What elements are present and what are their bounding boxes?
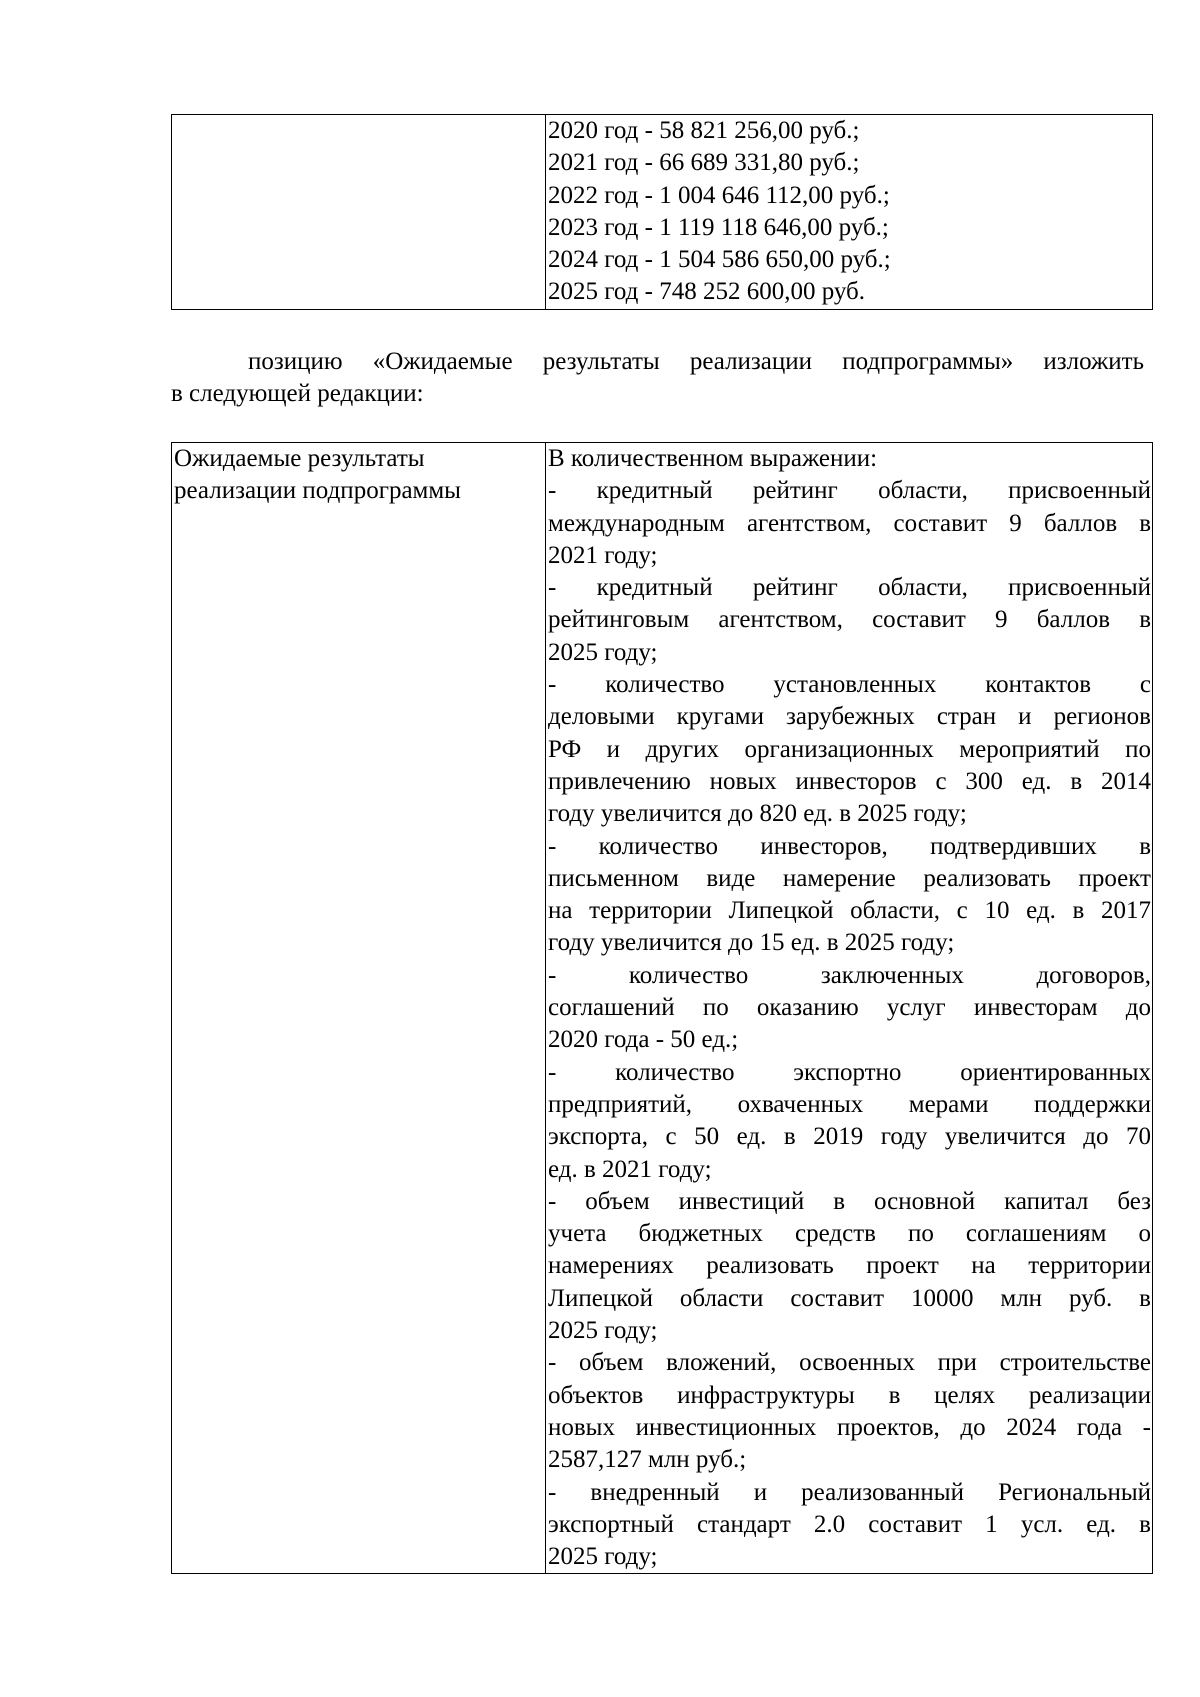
results-text-line: 2025 году; bbox=[548, 638, 658, 666]
results-table bbox=[171, 442, 1153, 1574]
results-text-line: учета бюджетных средств по соглашениям о bbox=[548, 1220, 1151, 1248]
results-text-line: Липецкой области составит 10000 млн руб. в bbox=[548, 1284, 1151, 1312]
results-text-line: РФ и других организационных мероприятий по bbox=[548, 735, 1151, 763]
results-text-line: году увеличится до 15 ед. в 2025 году; bbox=[548, 929, 955, 957]
results-text-line: 2021 году; bbox=[548, 541, 658, 569]
results-label-line-1: Ожидаемые результаты bbox=[174, 445, 425, 472]
results-text-line: году увеличится до 820 ед. в 2025 году; bbox=[548, 800, 967, 828]
results-text-line: соглашений по оказанию услуг инвесторам до bbox=[548, 994, 1151, 1022]
instruction-line-2: в следующей редакции: bbox=[171, 380, 424, 407]
funding-line-2021: 2021 год - 66 689 331,80 руб.; bbox=[548, 149, 860, 177]
results-text-line: экспортный стандарт 2.0 составит 1 усл. ед. в bbox=[548, 1510, 1151, 1538]
results-text-line: - количество установленных контактов с bbox=[548, 671, 1151, 699]
results-label-line-2: реализации подпрограммы bbox=[174, 477, 461, 505]
results-text-line: деловыми кругами зарубежных стран и регионов bbox=[548, 703, 1151, 731]
results-text-line: - кредитный рейтинг области, присвоенный bbox=[548, 574, 1151, 602]
instruction-paragraph bbox=[171, 346, 1144, 410]
results-text-line: на территории Липецкой области, с 10 ед. в 2017 bbox=[548, 897, 1151, 925]
instruction-line-1: позицию «Ожидаемые результаты реализации подпрограммы» изложить bbox=[248, 348, 1144, 375]
results-table-right-cell bbox=[546, 443, 1153, 1574]
results-text-line: намерениях реализовать проект на территории bbox=[548, 1252, 1151, 1280]
funding-line-2024: 2024 год - 1 504 586 650,00 руб.; bbox=[548, 246, 891, 274]
funding-table-right-cell bbox=[546, 115, 1153, 310]
results-text-line: 2025 году; bbox=[548, 1317, 658, 1345]
funding-table-row bbox=[172, 115, 1153, 310]
funding-table bbox=[171, 114, 1153, 310]
results-text-line: новых инвестиционных проектов, до 2024 года - bbox=[548, 1413, 1151, 1441]
results-text-line: В количественном выражении: bbox=[548, 445, 878, 472]
results-text-line: - количество заключенных договоров, bbox=[548, 961, 1151, 989]
results-text-line: - объем вложений, освоенных при строительстве bbox=[548, 1349, 1151, 1377]
results-text-line: предприятий, охваченных мерами поддержки bbox=[548, 1090, 1151, 1118]
results-text-line: - количество инвесторов, подтвердивших в bbox=[548, 832, 1151, 860]
funding-line-2025: 2025 год - 748 252 600,00 руб. bbox=[548, 278, 866, 306]
results-table-row bbox=[172, 443, 1153, 1574]
results-text-line: - объем инвестиций в основной капитал без bbox=[548, 1187, 1151, 1215]
funding-line-2022: 2022 год - 1 004 646 112,00 руб.; bbox=[548, 181, 890, 209]
results-text-line: экспорта, с 50 ед. в 2019 году увеличится до 70 bbox=[548, 1123, 1151, 1151]
results-text-line: ед. в 2021 году; bbox=[548, 1155, 712, 1183]
results-text-line: письменном виде намерение реализовать проект bbox=[548, 864, 1151, 892]
results-text-line: 2587,127 млн руб.; bbox=[548, 1446, 747, 1474]
results-text-line: - внедренный и реализованный Региональный bbox=[548, 1478, 1151, 1506]
results-text-line: 2025 году; bbox=[548, 1543, 658, 1571]
results-text-line: рейтинговым агентством, составит 9 баллов в bbox=[548, 606, 1151, 634]
results-text-line: - кредитный рейтинг области, присвоенный bbox=[548, 477, 1151, 505]
results-text-line: объектов инфраструктуры в целях реализации bbox=[548, 1381, 1151, 1409]
results-text-line: международным агентством, составит 9 баллов в bbox=[548, 509, 1151, 537]
funding-line-2020: 2020 год - 58 821 256,00 руб.; bbox=[548, 117, 860, 144]
results-text-line: 2020 года - 50 ед.; bbox=[548, 1026, 739, 1054]
funding-line-2023: 2023 год - 1 119 118 646,00 руб.; bbox=[548, 213, 889, 241]
results-text-line: - количество экспортно ориентированных bbox=[548, 1058, 1151, 1086]
results-table-left-cell bbox=[172, 443, 546, 1574]
results-text-line: привлечению новых инвесторов с 300 ед. в 2014 bbox=[548, 767, 1151, 795]
funding-table-left-cell bbox=[172, 115, 546, 310]
